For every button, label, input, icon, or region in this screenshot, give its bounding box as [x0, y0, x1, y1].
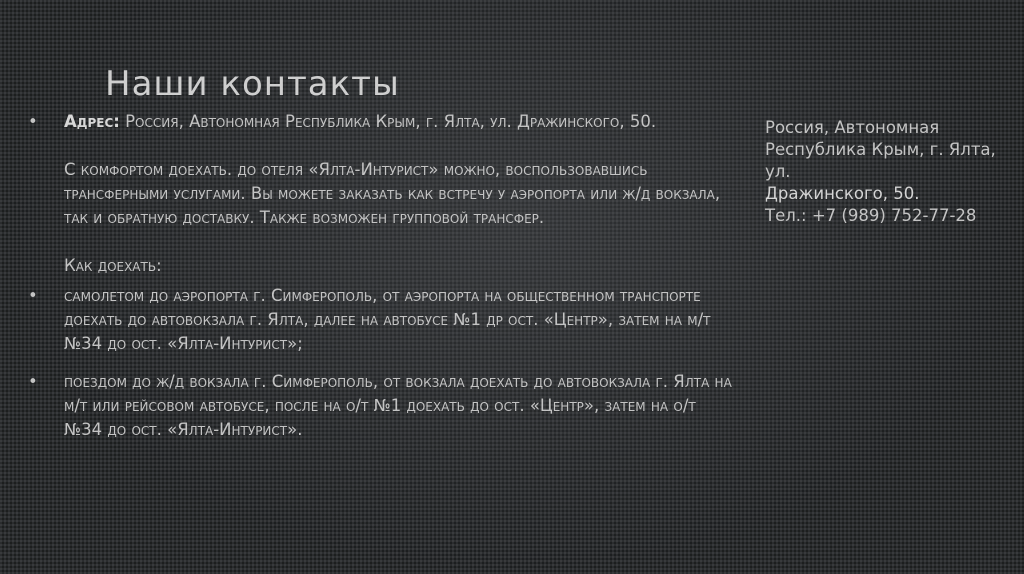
slide-title: Наши контакты: [105, 64, 400, 104]
bullet-icon: •: [28, 286, 38, 305]
how-to-label: Как доехать:: [64, 256, 162, 275]
route-train-text: поездом до ж/д вокзала г. Симферополь, от вокзала доехать до автовокзала г. Ялта на м/т или рейсовом автобусе, после на о/т №1 доехать до ост. «Центр», затем на о/т №34 до ост. «Ялта-Интурист».: [64, 372, 732, 439]
side-address-line: Россия, Автономная Республика Крым, г. Ялта, ул.: [765, 118, 996, 181]
side-address-street: Дражинского, 50.: [765, 184, 920, 203]
contacts-content: [28, 110, 738, 442]
bullet-icon: •: [28, 372, 38, 391]
address-label: Адрес:: [64, 112, 120, 131]
bullet-icon: •: [28, 112, 38, 131]
route-plane-text: самолетом до аэропорта г. Симферополь, от аэропорта на общественном транспорте доехать до автовокзала г. Ялта, далее на автобусе №1 др ост. «Центр», затем на м/т №34 до ост. «Ялта-Интурист»;: [64, 286, 711, 353]
address-item: [28, 110, 738, 278]
side-phone: Тел.: +7 (989) 752-77-28: [765, 206, 977, 225]
transfer-text: С комфортом доехать. до отеля «Ялта-Интурист» можно, воспользовавшись трансферными услугами. Вы можете заказать как встречу у аэропорта или ж/д вокзала, так и обратную доставку. Также возможен групповой трансфер.: [64, 160, 721, 227]
route-item-train: [28, 370, 738, 442]
address-text: Россия, Автономная Республика Крым, г. Ялта, ул. Дражинского, 50.: [125, 112, 657, 131]
route-item-plane: [28, 284, 738, 356]
side-contacts: [765, 117, 1005, 227]
